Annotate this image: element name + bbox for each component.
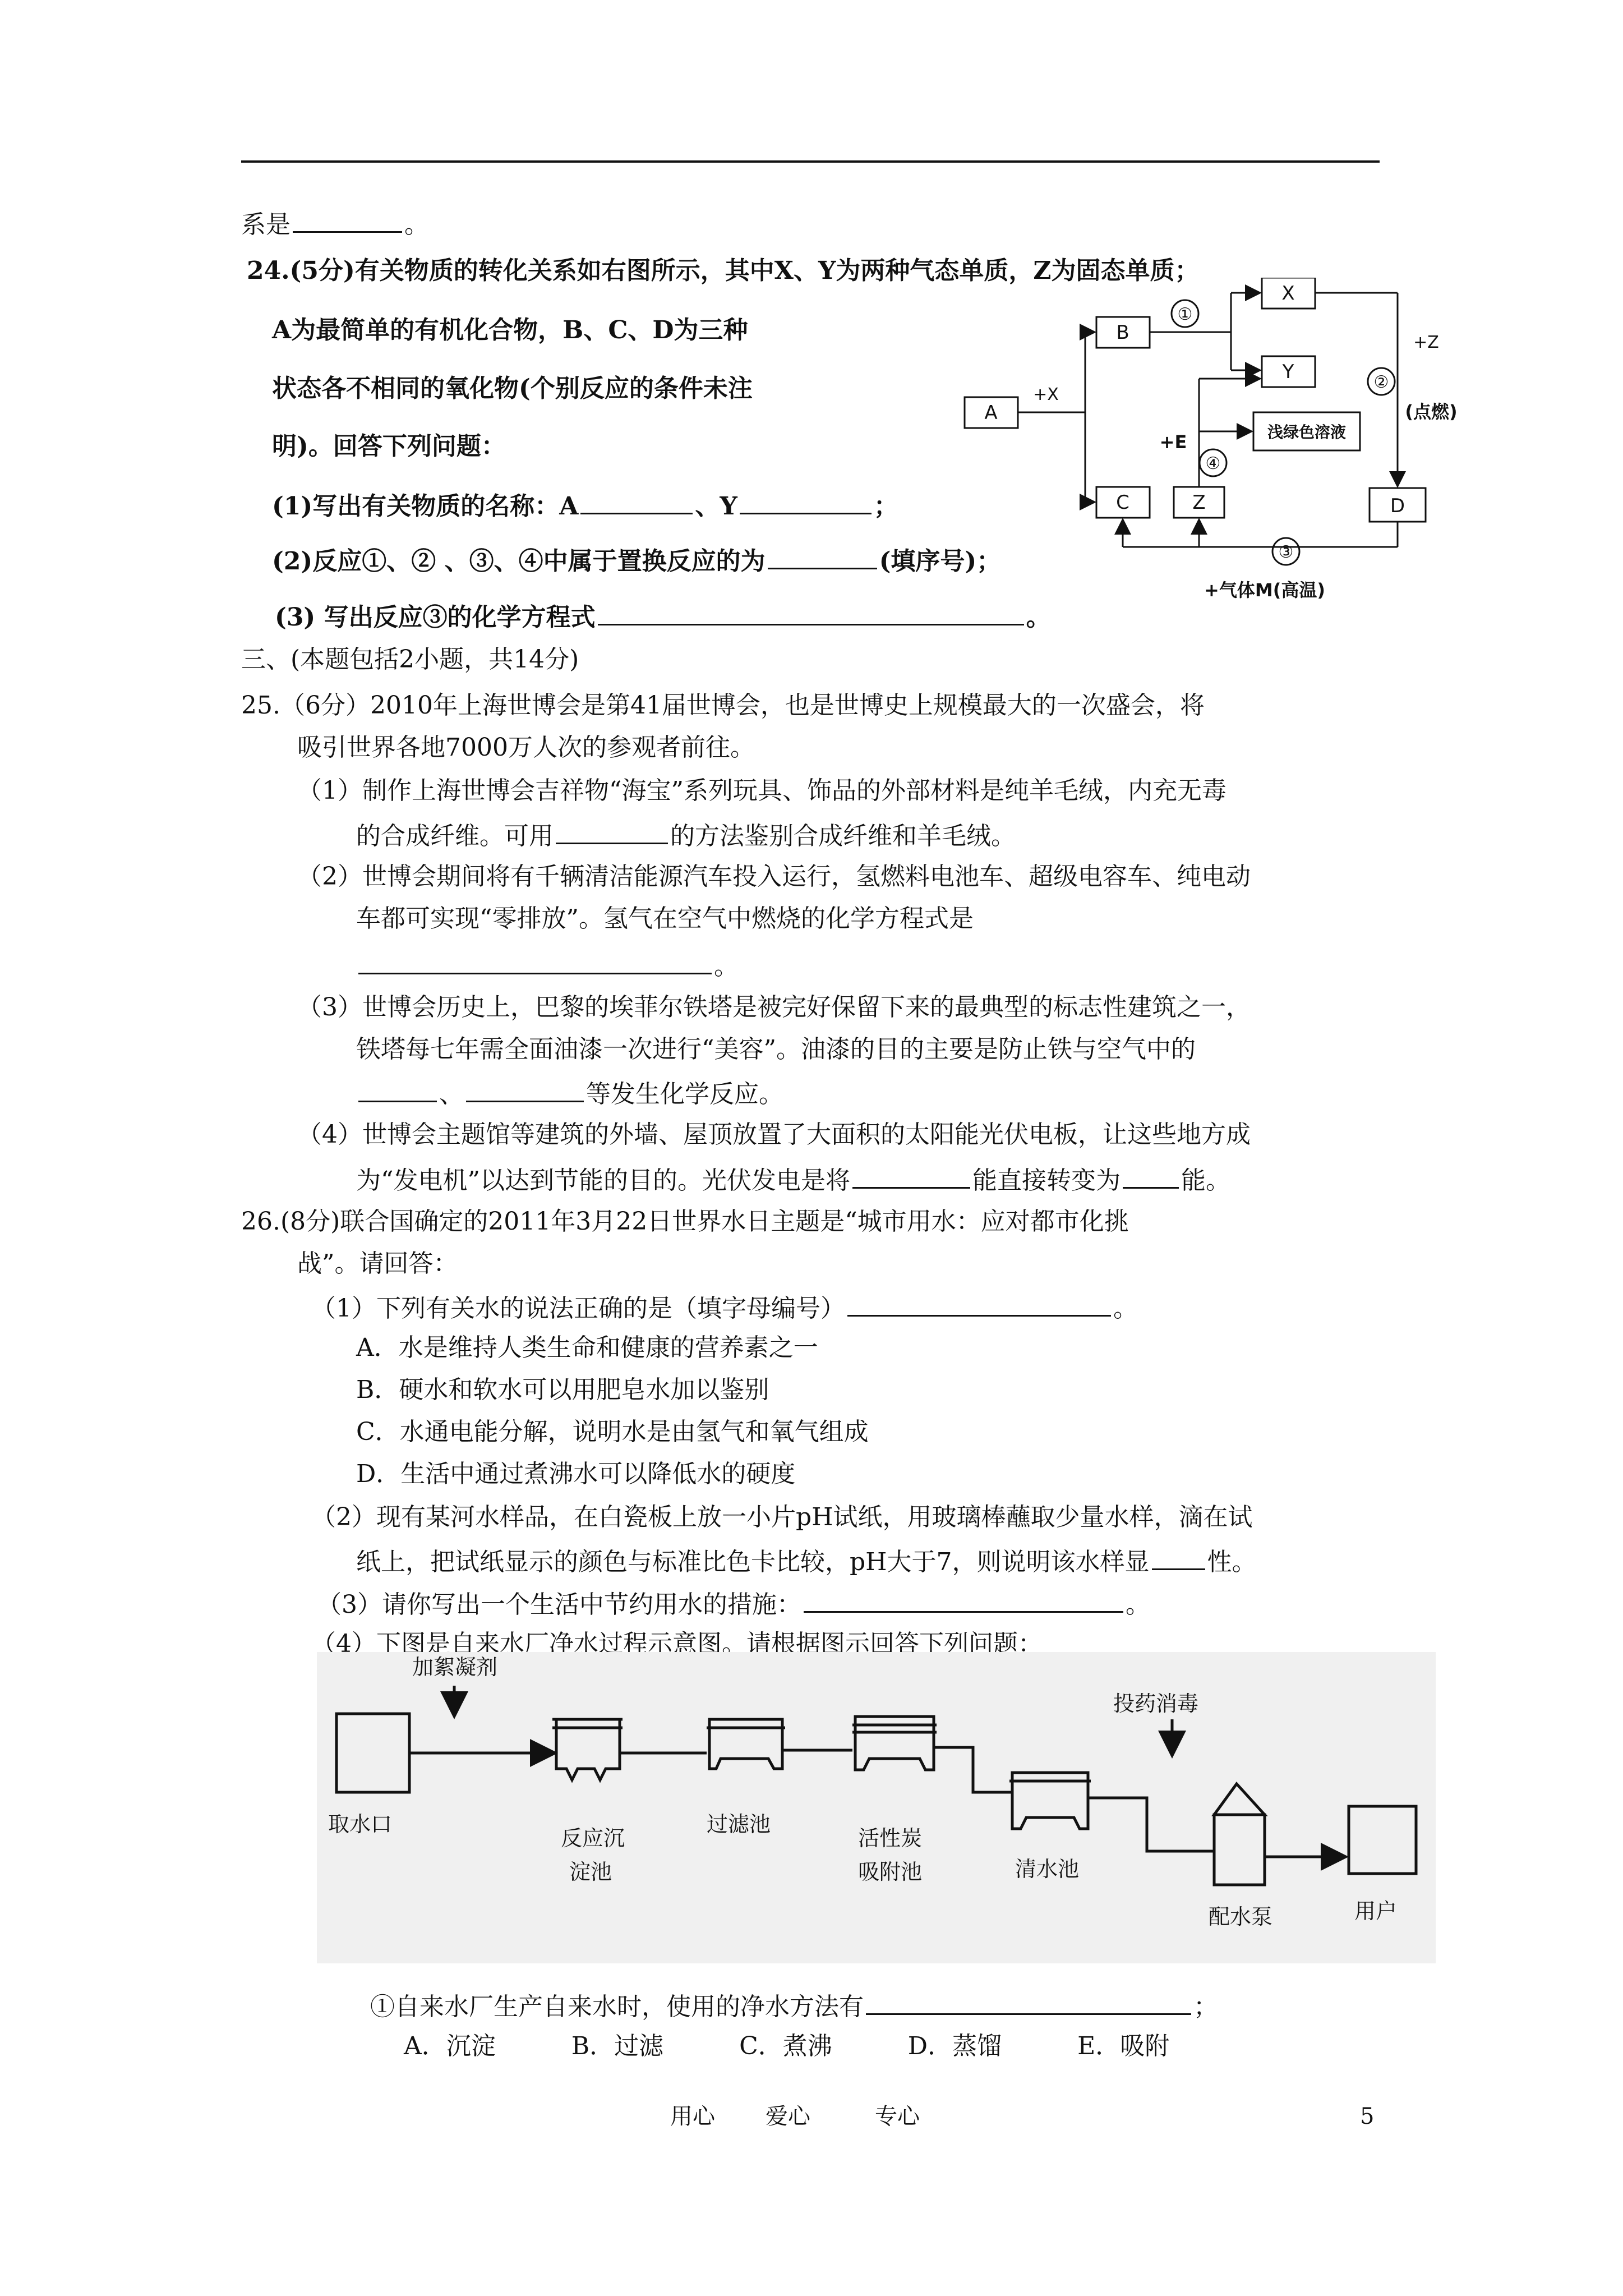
q26-stem-2: 战”。请回答：	[297, 1249, 458, 1278]
reaction-4: ④	[1205, 454, 1221, 473]
label-sedimentation-1: 反应沉	[561, 1826, 625, 1851]
q24-sub2: (2)反应①、② 、③、④中属于置换反应的为 (填序号)；	[272, 543, 1001, 577]
q25-stem: 25.（6分）2010年上海世博会是第41届世博会，也是世博史上规模最大的一次盛会，将	[241, 691, 1205, 720]
answer-blank-reaction[interactable]	[768, 543, 877, 569]
answer-blank-energy-from[interactable]	[852, 1162, 970, 1189]
conversion-diagram	[953, 278, 1458, 637]
q26-sub4-q1: ①自来水厂生产自来水时，使用的净水方法有 ；	[370, 1989, 1218, 2023]
q24-sub1: (1)写出有关物质的名称：A 、Y ；	[272, 488, 898, 522]
q25-sub2-c: 。	[356, 948, 739, 982]
label-d: D	[1390, 495, 1405, 517]
footer-motto-1: 用心	[670, 2104, 715, 2129]
q25-sub2: （2）世博会期间将有千辆清洁能源汽车投入运行，氢燃料电池车、超级电容车、纯电动	[297, 862, 1251, 891]
label-ignite: (点燃)	[1405, 401, 1458, 422]
q25-sub1-b: 的合成纤维。可用 的方法鉴别合成纤维和羊毛绒。	[356, 818, 1016, 852]
q26-sub4: （4）下图是自来水厂净水过程示意图。请根据图示回答下列问题：	[311, 1630, 1043, 1658]
option-b: B．硬水和软水可以用肥皂水加以鉴别	[356, 1375, 769, 1404]
q25-sub3-c: 、 等发生化学反应。	[356, 1076, 783, 1110]
label-b: B	[1116, 321, 1129, 344]
q24-stem-3: 状态各不相同的氧化物(个别反应的条件未注	[272, 374, 753, 403]
label-plus-z: +Z	[1413, 333, 1439, 352]
answer-blank-y[interactable]	[740, 488, 872, 514]
label-carbon-2: 吸附池	[858, 1860, 923, 1884]
intake-box	[336, 1714, 409, 1792]
label-plus-x: +X	[1033, 385, 1059, 404]
method-option-b: B．过滤	[571, 2032, 664, 2060]
reaction-2: ②	[1373, 372, 1389, 392]
footer-motto-2: 爱心	[766, 2104, 810, 2129]
label-c: C	[1116, 491, 1129, 514]
label-x: X	[1281, 282, 1295, 305]
option-c: C．水通电能分解，说明水是由氢气和氧气组成	[356, 1418, 869, 1446]
q26-sub1: （1）下列有关水的说法正确的是（填字母编号） 。	[311, 1290, 1138, 1324]
label-gas-m: +气体M(高温)	[1204, 579, 1325, 601]
answer-blank-air-1[interactable]	[358, 1076, 437, 1102]
reaction-3: ③	[1278, 542, 1294, 562]
label-pump: 配水泵	[1209, 1904, 1273, 1929]
label-plus-e: +E	[1159, 431, 1187, 453]
label-coagulant: 加絮凝剂	[412, 1655, 498, 1680]
answer-blank-energy-to[interactable]	[1123, 1162, 1179, 1189]
section-heading: 三、(本题包括2小题，共14分)	[241, 645, 579, 674]
label-a: A	[984, 402, 998, 424]
method-option-c: C．煮沸	[739, 2032, 832, 2060]
answer-blank[interactable]	[293, 206, 402, 233]
answer-blank-identify[interactable]	[556, 818, 668, 844]
answer-blank-methods[interactable]	[866, 1989, 1191, 2015]
q24-sub3: (3) 写出反应③的化学方程式 。	[275, 599, 1051, 633]
label-solution: 浅绿色溶液	[1267, 423, 1347, 441]
q24-stem-4: 明)。回答下列问题：	[272, 432, 506, 461]
method-options	[404, 2031, 1169, 2062]
q24-stem-2: A为最简单的有机化合物，B、C、D为三种	[272, 316, 748, 344]
label-intake: 取水口	[328, 1812, 393, 1837]
q25-sub1: （1）制作上海世博会吉祥物“海宝”系列玩具、饰品的外部材料是纯羊毛绒，内充无毒	[297, 776, 1227, 805]
q25-sub4-b: 为“发电机”以达到节能的目的。光伏发电是将 能直接转变为 能。	[356, 1162, 1230, 1197]
q26-stem: 26.(8分)联合国确定的2011年3月22日世界水日主题是“城市用水：应对都市化挑	[241, 1207, 1129, 1236]
option-d: D．生活中通过煮沸水可以降低水的硬度	[356, 1460, 796, 1488]
q26-sub2-b: 纸上，把试纸显示的颜色与标准比色卡比较，pH大于7，则说明该水样显 性。	[356, 1544, 1257, 1578]
header-rule	[241, 160, 1380, 163]
label-carbon-1: 活性炭	[858, 1826, 923, 1851]
q25-sub4: （4）世博会主题馆等建筑的外墙、屋顶放置了大面积的太阳能光伏电板，让这些地方成	[297, 1120, 1251, 1149]
pump-top	[1214, 1784, 1265, 1815]
answer-blank-h2-equation[interactable]	[358, 948, 712, 974]
q24-stem: 24.(5分)有关物质的转化关系如右图所示，其中X、Y为两种气态单质，Z为固态单质；	[247, 256, 1200, 285]
q25-stem-2: 吸引世界各地7000万人次的参观者前往。	[297, 733, 755, 762]
answer-blank-a[interactable]	[580, 488, 693, 514]
footer-motto-3: 专心	[875, 2104, 920, 2129]
label-disinfect: 投药消毒	[1113, 1691, 1199, 1716]
method-option-a: A．沉淀	[404, 2032, 496, 2060]
q25-sub3-b: 铁塔每七年需全面油漆一次进行“美容”。油漆的目的主要是防止铁与空气中的	[356, 1035, 1196, 1064]
option-a: A．水是维持人类生命和健康的营养素之一	[356, 1333, 818, 1362]
q26-sub2: （2）现有某河水样品，在白瓷板上放一小片pH试纸，用玻璃棒蘸取少量水样，滴在试	[311, 1503, 1253, 1531]
answer-blank-save-water[interactable]	[804, 1586, 1123, 1613]
q25-sub3: （3）世博会历史上，巴黎的埃菲尔铁塔是被完好保留下来的最典型的标志性建筑之一，	[297, 993, 1251, 1022]
pump-body	[1214, 1815, 1265, 1885]
water-treatment-diagram	[317, 1652, 1436, 1963]
answer-blank-ph[interactable]	[1152, 1544, 1205, 1570]
label-sedimentation-2: 淀池	[569, 1860, 612, 1884]
method-option-e: E．吸附	[1077, 2032, 1170, 2060]
q25-sub2-b: 车都可实现“零排放”。氢气在空气中燃烧的化学方程式是	[356, 904, 974, 933]
q26-sub3: （3）请你写出一个生活中节约用水的措施： 。	[317, 1586, 1150, 1621]
prev-question-tail: 系是 。	[241, 206, 429, 241]
user-box	[1349, 1806, 1416, 1874]
method-option-d: D．蒸馏	[907, 2032, 1002, 2060]
label-user: 用户	[1354, 1899, 1398, 1924]
label-clear-tank: 清水池	[1015, 1857, 1080, 1881]
label-y: Y	[1282, 361, 1294, 383]
answer-blank-water[interactable]	[847, 1290, 1111, 1317]
reaction-1: ①	[1177, 305, 1193, 324]
page-number: 5	[1360, 2104, 1375, 2129]
label-z: Z	[1192, 491, 1206, 514]
answer-blank-air-2[interactable]	[466, 1076, 584, 1102]
label-filter: 过滤池	[707, 1812, 771, 1837]
